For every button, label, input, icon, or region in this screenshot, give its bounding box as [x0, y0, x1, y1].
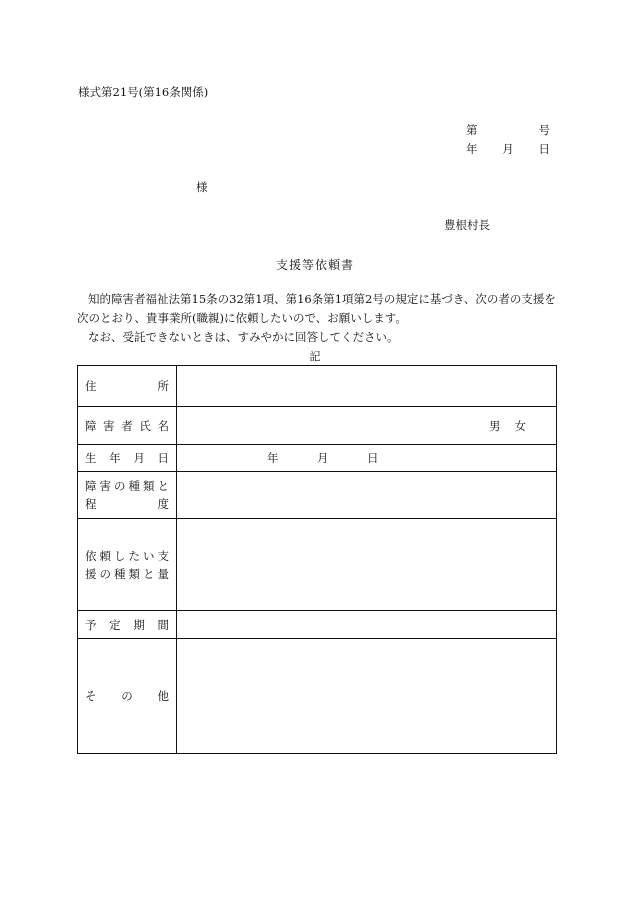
- document-number: [466, 122, 550, 138]
- row-address: [78, 366, 557, 407]
- addressee-suffix: 様: [196, 180, 208, 194]
- label-period: 予 定 期 間: [78, 611, 177, 639]
- sender-name: 豊根村長: [444, 218, 490, 232]
- request-body: [77, 290, 557, 347]
- disability-field[interactable]: [177, 472, 557, 519]
- body-line-1: 知的障害者福祉法第15条の32第1項、第16条第1項第2号の規定に基づき、次の者の支援を: [88, 292, 556, 306]
- date-year: 年: [466, 142, 478, 156]
- address-field[interactable]: [177, 366, 557, 407]
- ki-heading: 記: [309, 350, 321, 363]
- row-period: [78, 611, 557, 639]
- date-month: 月: [502, 142, 514, 156]
- request-form-table: [77, 365, 557, 754]
- gender-male[interactable]: 男: [489, 418, 501, 433]
- body-line-2: 次のとおり、貴事業所(職親)に依頼したいので、お願いします。: [77, 311, 407, 325]
- period-field[interactable]: [177, 611, 557, 639]
- row-dob: [78, 445, 557, 472]
- row-support: [78, 519, 557, 611]
- dob-field[interactable]: 年 月 日: [177, 445, 557, 472]
- gender-female[interactable]: 女: [514, 418, 526, 433]
- row-name: [78, 407, 557, 445]
- label-support: 依 頼 し た い 支 援 の 種 類 と 量: [78, 519, 177, 611]
- name-field[interactable]: [177, 407, 557, 445]
- body-line-3: なお、受託できないときは、すみやかに回答してください。: [88, 330, 399, 344]
- label-dob: 生 年 月 日: [78, 445, 177, 472]
- document-date: [466, 141, 550, 157]
- number-prefix: 第: [466, 123, 478, 137]
- label-address: 住 所: [78, 366, 177, 407]
- row-disability: [78, 472, 557, 519]
- label-name: 障 害 者 氏 名: [78, 407, 177, 445]
- label-disability: 障 害 の 種 類 と 程 度: [78, 472, 177, 519]
- support-field[interactable]: [177, 519, 557, 611]
- label-other: そ の 他: [78, 639, 177, 754]
- number-suffix: 号: [538, 123, 550, 137]
- other-field[interactable]: [177, 639, 557, 754]
- form-number: 様式第21号(第16条関係): [78, 85, 209, 99]
- row-other: [78, 639, 557, 754]
- page-title: 支援等依頼書: [275, 258, 354, 272]
- date-day: 日: [538, 142, 550, 156]
- gender-options: [489, 418, 526, 434]
